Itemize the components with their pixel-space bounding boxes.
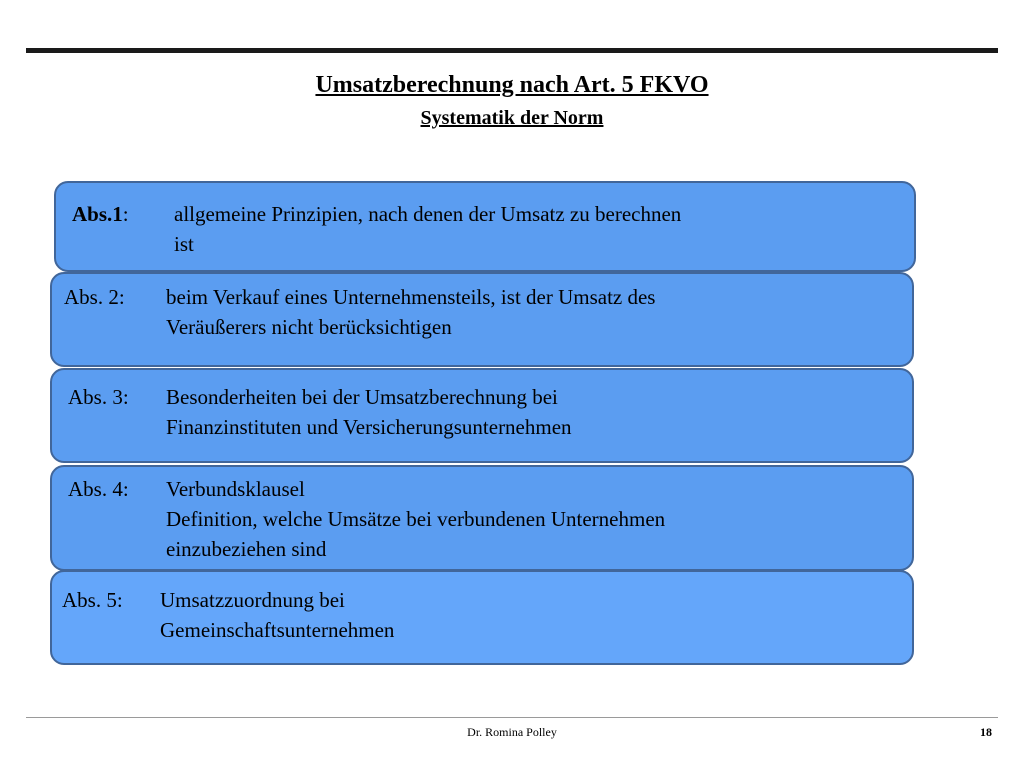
top-rule xyxy=(26,48,998,53)
paragraph-line: ist xyxy=(174,232,194,256)
paragraph-text xyxy=(166,474,665,564)
paragraph-label-number: Abs.1 xyxy=(72,202,123,226)
paragraph-line: Finanzinstituten und Versicherungsunternehmen xyxy=(166,415,572,439)
paragraph-line: Definition, welche Umsätze bei verbundenen Unternehmen xyxy=(166,507,666,531)
paragraph-text xyxy=(160,585,394,645)
paragraph-line: allgemeine Prinzipien, nach denen der Umsatz zu berechnen xyxy=(174,202,682,226)
paragraph-box-abs-1 xyxy=(54,181,916,272)
paragraph-text xyxy=(174,199,814,259)
paragraph-line: Besonderheiten bei der Umsatzberechnung bei xyxy=(166,385,558,409)
paragraph-label: Abs. 3: xyxy=(68,385,129,409)
paragraph-line: beim Verkauf eines Unternehmensteils, ist der Umsatz des xyxy=(166,285,656,309)
paragraph-line: Gemeinschaftsunternehmen xyxy=(160,618,395,642)
paragraph-box-abs-2 xyxy=(50,272,914,367)
paragraph-text xyxy=(166,282,655,342)
paragraph-label: Abs. 4: xyxy=(68,477,129,501)
slide-subtitle: Systematik der Norm xyxy=(420,107,604,129)
paragraph-line: Veräußerers nicht berücksichtigen xyxy=(166,315,452,339)
paragraph-label: Abs. 2: xyxy=(64,285,125,309)
paragraph-line: Umsatzzuordnung bei xyxy=(160,588,345,612)
paragraph-text xyxy=(166,382,572,442)
slide-title: Umsatzberechnung nach Art. 5 FKVO xyxy=(315,72,709,98)
paragraph-box-abs-3 xyxy=(50,368,914,463)
paragraph-box-abs-4 xyxy=(50,465,914,571)
paragraph-label xyxy=(72,199,129,229)
page-number: 18 xyxy=(980,725,992,739)
paragraph-label-colon: : xyxy=(122,202,129,226)
paragraph-line: Verbundsklausel xyxy=(166,477,305,501)
paragraph-line: einzubeziehen sind xyxy=(166,537,327,561)
footer-rule xyxy=(26,717,998,718)
paragraph-label: Abs. 5: xyxy=(62,588,123,612)
paragraph-box-abs-5 xyxy=(50,570,914,665)
footer-author: Dr. Romina Polley xyxy=(467,725,557,739)
